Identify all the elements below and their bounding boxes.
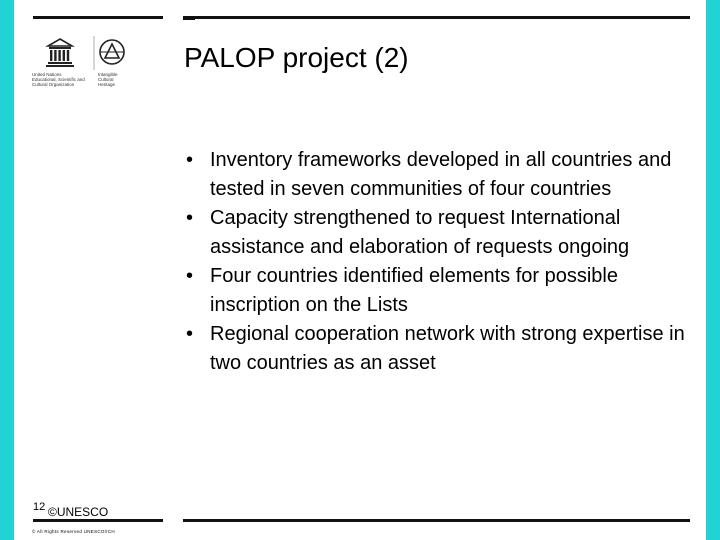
bullet-item (186, 320, 686, 378)
slide-title: PALOP project (2) (184, 42, 409, 73)
bottom-right-rule (183, 519, 690, 522)
left-border (0, 0, 14, 540)
ich-caption: Intangible Cultural Heritage (98, 72, 118, 87)
top-left-rule (33, 16, 163, 19)
bullet-marker: • (186, 149, 194, 171)
top-rule-tick (183, 16, 195, 20)
bullet-item (186, 204, 686, 262)
bottom-left-rule (33, 519, 163, 522)
bullet-marker: • (186, 207, 194, 229)
unesco-temple-icon (46, 39, 74, 67)
unesco-caption: United Nations Educational, Scientific and Cultural Organization (32, 72, 85, 87)
bullet-text: Inventory frameworks developed in all countries and tested in seven communities of four countries (210, 149, 672, 200)
slide-number: 12 (33, 501, 46, 513)
rights-text: © All Rights Reserved UNESCO/ICH (32, 529, 115, 534)
right-border (706, 0, 720, 540)
unesco-logo (32, 36, 132, 96)
ich-emblem-icon (100, 40, 124, 64)
bullet-item (186, 262, 686, 320)
bullet-marker: • (186, 265, 194, 287)
bullet-text: Four countries identified elements for possible inscription on the Lists (210, 265, 618, 316)
bullet-item (186, 146, 686, 204)
bullet-text: Regional cooperation network with strong expertise in two countries as an asset (210, 323, 685, 374)
copyright-text: ©UNESCO (48, 505, 109, 519)
bullet-list (186, 146, 686, 378)
top-right-rule (183, 16, 690, 19)
bullet-text: Capacity strengthened to request International assistance and elaboration of requests ongoing (210, 207, 630, 258)
bullet-marker: • (186, 323, 194, 345)
